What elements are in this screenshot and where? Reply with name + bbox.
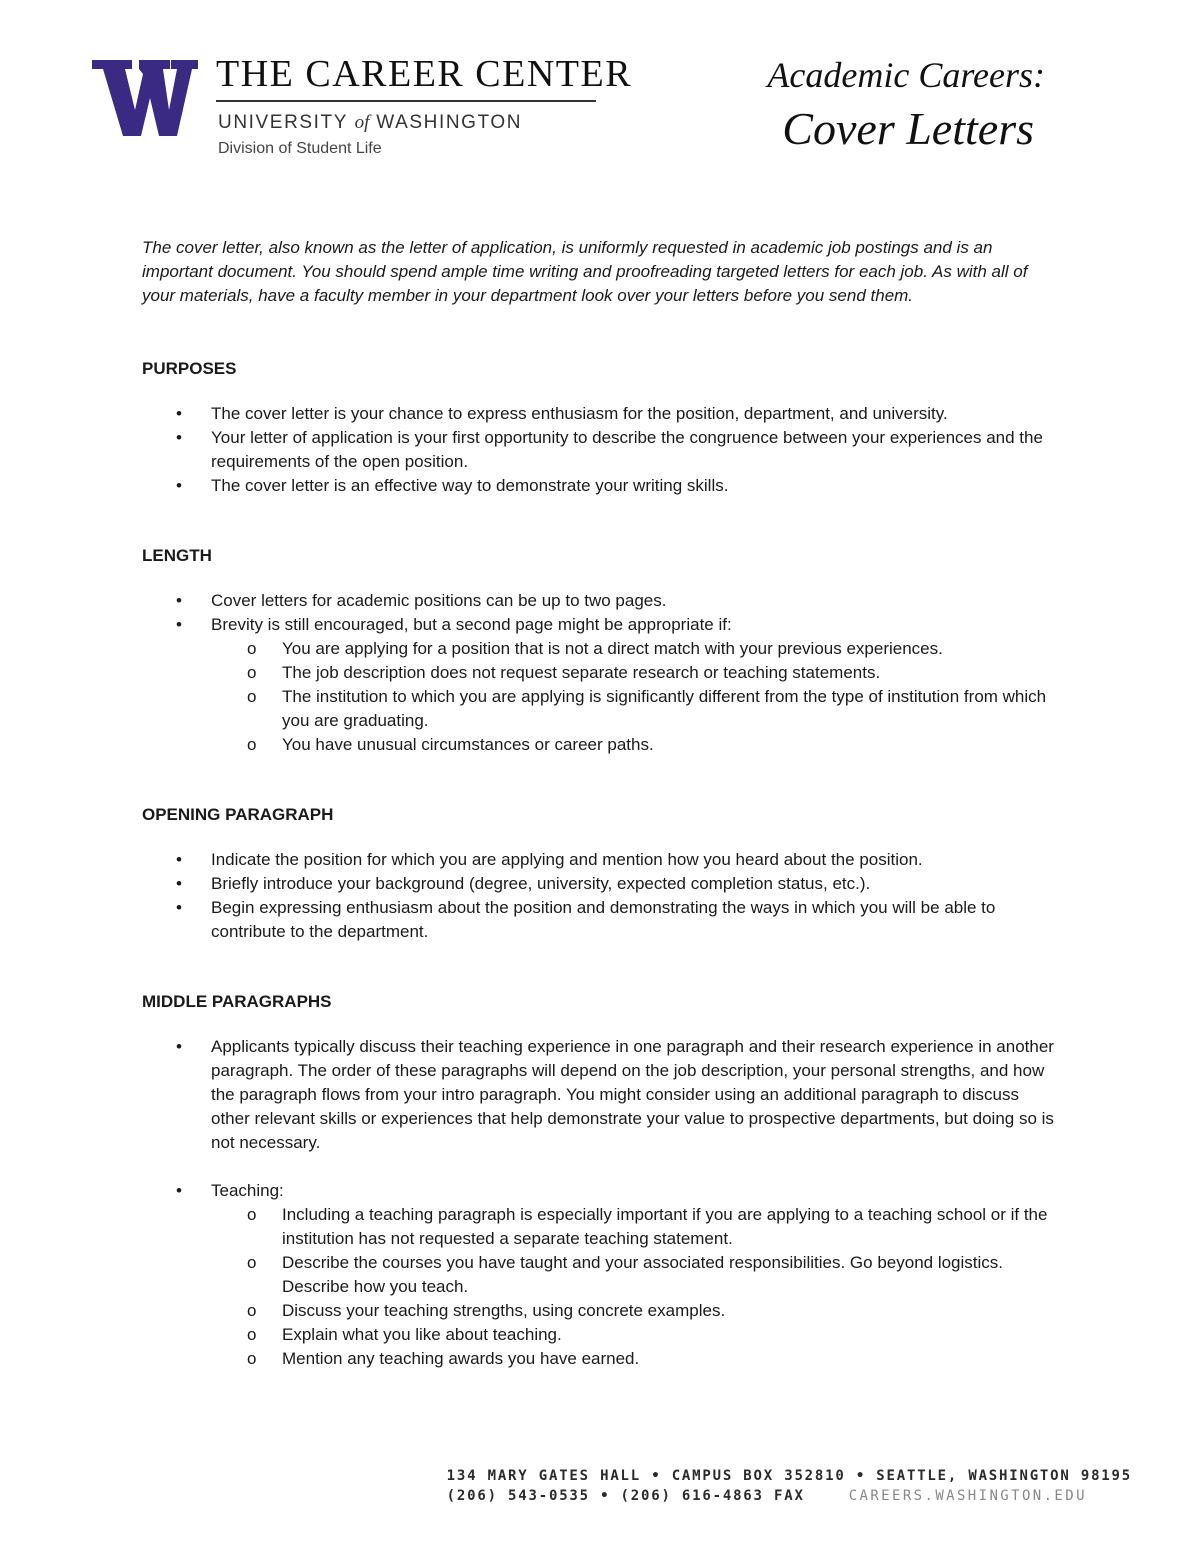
section-heading-length: LENGTH (142, 546, 212, 565)
sublist-item (211, 1347, 1057, 1371)
sub-bullet-marker: o (247, 1205, 257, 1224)
purposes-list (142, 402, 1057, 498)
sub-bullet-marker: o (247, 735, 257, 754)
bullet-marker: • (176, 898, 182, 917)
sublist-item-text: Describe the courses you have taught and your associated responsibilities. Go beyond logistics. Describe how you teach. (282, 1253, 1004, 1296)
list-item (142, 402, 1057, 426)
list-item (142, 474, 1057, 498)
list-item (142, 1179, 1057, 1371)
sub-bullet-marker: o (247, 1301, 257, 1320)
sublist-item (211, 637, 1057, 661)
list-item (142, 896, 1057, 944)
footer-address: 134 MARY GATES HALL • CAMPUS BOX 352810 • SEATTLE, WASHINGTON 98195 (446, 1468, 1132, 1484)
list-item-text: Cover letters for academic positions can be up to two pages. (211, 591, 667, 610)
list-item-text: Begin expressing enthusiasm about the position and demonstrating the ways in which you will be able to contribute to the department. (211, 898, 996, 941)
length-sublist (211, 637, 1057, 757)
list-item-text: Briefly introduce your background (degree, university, expected completion status, etc.). (211, 874, 871, 893)
section-heading-opening-paragraph: OPENING PARAGRAPH (142, 805, 334, 824)
bullet-marker: • (176, 1037, 182, 1056)
footer-phone: (206) 543-0535 • (206) 616-4863 FAX (446, 1488, 805, 1504)
bullet-marker: • (176, 476, 182, 495)
list-item (142, 872, 1057, 896)
sublist-item-text: Mention any teaching awards you have earned. (282, 1349, 640, 1368)
list-item (142, 426, 1057, 474)
sublist-item (211, 685, 1057, 733)
list-item (142, 613, 1057, 757)
university-name (218, 112, 522, 134)
sublist-item-text: The job description does not request separate research or teaching statements. (282, 663, 881, 682)
sublist-item-text: You are applying for a position that is not a direct match with your previous experiences. (282, 639, 943, 658)
list-item-text: Applicants typically discuss their teaching experience in one paragraph and their research experience in another paragraph. The order of these paragraphs will depend on the job description, your personal strengths, and how the paragraph flows from your intro paragraph. You might consider using an additional paragraph to discuss other relevant skills or experiences that help demonstrate your value to prospective departments, but doing so is not necessary. (211, 1037, 1054, 1152)
middle-list (142, 1035, 1057, 1371)
sub-bullet-marker: o (247, 639, 257, 658)
sublist-item (211, 1323, 1057, 1347)
list-item-text: The cover letter is your chance to express enthusiasm for the position, department, and university. (211, 404, 948, 423)
bullet-marker: • (176, 404, 182, 423)
page-header (0, 0, 1200, 200)
university-name-pre: UNIVERSITY (218, 112, 348, 133)
footer-contact-line (447, 1486, 1132, 1506)
division-name: Division of Student Life (218, 140, 382, 157)
sublist-item (211, 1203, 1057, 1251)
sublist-item-text: You have unusual circumstances or career paths. (282, 735, 654, 754)
footer-website: CAREERS.WASHINGTON.EDU (848, 1488, 1087, 1504)
list-item-text: Indicate the position for which you are applying and mention how you heard about the position. (211, 850, 923, 869)
university-name-of: of (354, 112, 370, 133)
bullet-marker: • (176, 591, 182, 610)
sublist-item (211, 1299, 1057, 1323)
document-title: Cover Letters (782, 103, 1034, 154)
sub-bullet-marker: o (247, 1253, 257, 1272)
document-body (142, 236, 1057, 1371)
list-item-text: Teaching: (211, 1181, 284, 1200)
sublist-item (211, 733, 1057, 757)
section-heading-middle-paragraphs: MIDDLE PARAGRAPHS (142, 992, 332, 1011)
sublist-item-text: Discuss your teaching strengths, using concrete examples. (282, 1301, 726, 1320)
bullet-marker: • (176, 874, 182, 893)
list-item-text: Your letter of application is your first opportunity to describe the congruence between your experiences and the requirements of the open position. (211, 428, 1043, 471)
opening-list (142, 848, 1057, 944)
sub-bullet-marker: o (247, 687, 257, 706)
career-center-name: THE CAREER CENTER (216, 53, 633, 95)
document-kicker: Academic Careers: (767, 55, 1045, 95)
list-item-text: Brevity is still encouraged, but a second page might be appropriate if: (211, 615, 732, 634)
sublist-item-text: The institution to which you are applying is significantly different from the type of institution from which you are graduating. (282, 687, 1047, 730)
section-heading-purposes: PURPOSES (142, 359, 237, 378)
list-item (142, 1035, 1057, 1155)
sub-bullet-marker: o (247, 1349, 257, 1368)
teaching-sublist (211, 1203, 1057, 1371)
bullet-marker: • (176, 1181, 182, 1200)
page-footer (447, 1466, 1132, 1506)
sub-bullet-marker: o (247, 1325, 257, 1344)
length-list (142, 589, 1057, 757)
bullet-marker: • (176, 850, 182, 869)
sublist-item (211, 1251, 1057, 1299)
sub-bullet-marker: o (247, 663, 257, 682)
list-item (142, 589, 1057, 613)
list-item-text: The cover letter is an effective way to demonstrate your writing skills. (211, 476, 729, 495)
university-name-post: WASHINGTON (376, 112, 523, 133)
list-item (142, 848, 1057, 872)
sublist-item-text: Including a teaching paragraph is especially important if you are applying to a teaching school or if the institution has not requested a separate teaching statement. (282, 1205, 1048, 1248)
intro-paragraph: The cover letter, also known as the letter of application, is uniformly requested in academic job postings and is an important document. You should spend ample time writing and proofreading targeted letters for each job. As with all of your materials, have a faculty member in your department look over your letters before you send them. (142, 238, 1028, 305)
bullet-marker: • (176, 615, 182, 634)
header-divider (216, 100, 596, 102)
sublist-item (211, 661, 1057, 685)
sublist-item-text: Explain what you like about teaching. (282, 1325, 562, 1344)
uw-w-logo-icon (92, 60, 198, 136)
bullet-marker: • (176, 428, 182, 447)
